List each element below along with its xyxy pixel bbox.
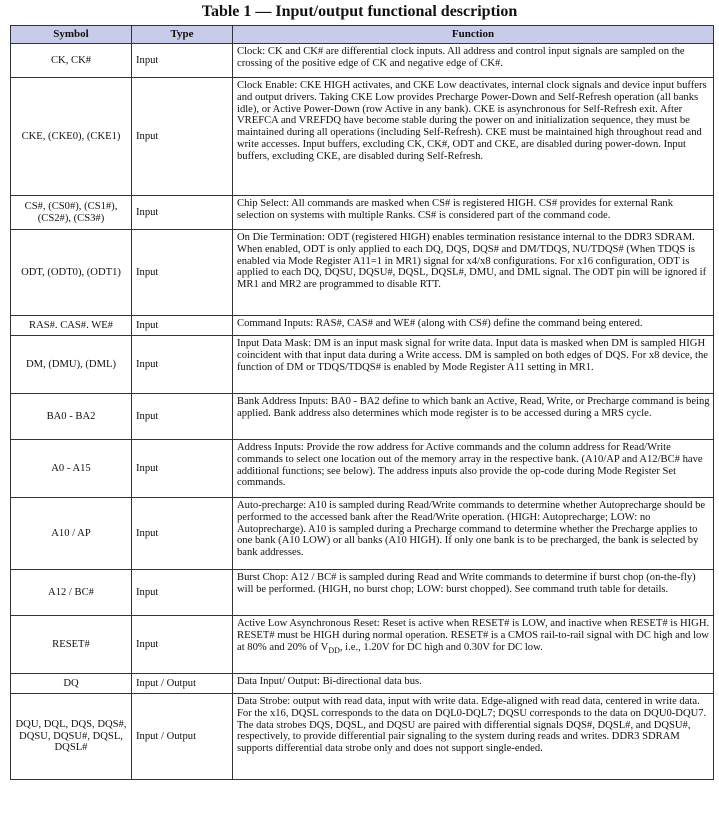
type-cell: Input [132, 440, 233, 498]
function-cell: Clock: CK and CK# are differential clock inputs. All address and control input signals are sampled on the crossing of the positive edge of CK and negative edge of CK#. [233, 44, 714, 78]
function-cell: Clock Enable: CKE HIGH activates, and CKE Low deactivates, internal clock signals and device input buffers and output drivers. Taking CKE Low provides Precharge Power-Down and Self-Refresh operation (all banks idle), or Active Power-Down (row Active in any bank). CKE is asynchronous for Self-Refresh exit. After VREFCA and VREFDQ have become stable during the power on and initialization sequence, they must be maintained during all operations (including Self-Refresh). CKE must be maintained high throughout read and write accesses. Input buffers, excluding CK, CK#, ODT and CKE, are disabled during power-down. Input buffers, excluding CKE, are disabled during Self-Refresh. [233, 78, 714, 196]
table-row [11, 78, 714, 196]
symbol-cell: BA0 - BA2 [11, 394, 132, 440]
type-cell: Input / Output [132, 674, 233, 694]
table-row [11, 694, 714, 780]
type-cell: Input [132, 78, 233, 196]
table-row [11, 394, 714, 440]
symbol-header: Symbol [11, 26, 132, 44]
table-row [11, 440, 714, 498]
symbol-cell: CKE, (CKE0), (CKE1) [11, 78, 132, 196]
function-header: Function [233, 26, 714, 44]
symbol-cell: A0 - A15 [11, 440, 132, 498]
type-cell: Input [132, 616, 233, 674]
symbol-cell: CK, CK# [11, 44, 132, 78]
function-cell: Chip Select: All commands are masked when CS# is registered HIGH. CS# provides for external Rank selection on systems with multiple Ranks. CS# is considered part of the command code. [233, 196, 714, 230]
header-row [11, 26, 714, 44]
io-function-table [10, 25, 714, 780]
type-header: Type [132, 26, 233, 44]
table-title: Table 1 — Input/output functional description [201, 3, 518, 20]
type-cell: Input [132, 394, 233, 440]
table-row [11, 196, 714, 230]
function-cell: On Die Termination: ODT (registered HIGH) enables termination resistance internal to the DDR3 SDRAM. When enabled, ODT is only applied to each DQ, DQS, DQS# and DM/TDQS, NU/TDQS# (When TDQS is enabled via Mode Register A11=1 in MR1) signal for x4/x8 configurations. For x16 configuration, ODT is applied to each DQ, DQSU, DQSU#, DQSL, DQSL#, DMU, and DML signal. The ODT pin will be ignored if MR1 and MR2 are programmed to disable RTT. [233, 230, 714, 316]
symbol-cell: DM, (DMU), (DML) [11, 336, 132, 394]
function-cell: Auto-precharge: A10 is sampled during Read/Write commands to determine whether Autoprecharge should be performed to the accessed bank after the Read/Write operation. (HIGH: Autoprecharge; LOW: no Autoprecharge). A10 is sampled during a Precharge command to determine whether the Precharge applies to one bank (A10 LOW) or all banks (A10 HIGH). If only one bank is to be precharged, the bank is selected by bank addresses. [233, 498, 714, 570]
type-cell: Input [132, 570, 233, 616]
type-cell: Input [132, 498, 233, 570]
function-cell: Data Input/ Output: Bi-directional data bus. [233, 674, 714, 694]
symbol-cell: ODT, (ODT0), (ODT1) [11, 230, 132, 316]
vdd-subscript: DD [328, 645, 340, 655]
function-cell: Command Inputs: RAS#, CAS# and WE# (along with CS#) define the command being entered. [233, 316, 714, 336]
function-cell: Address Inputs: Provide the row address for Active commands and the column address for Read/Write commands to select one location out of the memory array in the respective bank. (A10/AP and A12/BC# have additional functions; see below). The address inputs also provide the op-code during Mode Register Set commands. [233, 440, 714, 498]
type-cell: Input [132, 196, 233, 230]
reset-function-text-end: , i.e., 1.20V for DC high and 0.30V for DC low. [339, 641, 543, 653]
symbol-cell: RAS#. CAS#. WE# [11, 316, 132, 336]
symbol-cell: A12 / BC# [11, 570, 132, 616]
type-cell: Input [132, 336, 233, 394]
function-cell: Input Data Mask: DM is an input mask signal for write data. Input data is masked when DM is sampled HIGH coincident with that input data during a Write access. DM is sampled on both edges of DQS. For x8 device, the function of DM or TDQS/TDQS# is enabled by Mode Register A11 setting in MR1. [233, 336, 714, 394]
table-row [11, 230, 714, 316]
table-row [11, 498, 714, 570]
function-cell: Bank Address Inputs: BA0 - BA2 define to which bank an Active, Read, Write, or Precharge command is being applied. Bank address also determines which mode register is to be accessed during a MRS cycle. [233, 394, 714, 440]
table-row [11, 336, 714, 394]
type-cell: Input / Output [132, 694, 233, 780]
table-row [11, 674, 714, 694]
table-row [11, 44, 714, 78]
symbol-cell: CS#, (CS0#), (CS1#), (CS2#), (CS3#) [11, 196, 132, 230]
symbol-cell: DQU, DQL, DQS, DQS#, DQSU, DQSU#, DQSL, DQSL# [11, 694, 132, 780]
table-row [11, 616, 714, 674]
type-cell: Input [132, 44, 233, 78]
table-row [11, 570, 714, 616]
reset-function-text: Active Low Asynchronous Reset: Reset is active when RESET# is LOW, and inactive when RESET# is HIGH. RESET# must be HIGH during normal operation. RESET# is a CMOS rail-to-rail signal with DC high and low at 80% and 20% of V [237, 618, 710, 653]
type-cell: Input [132, 230, 233, 316]
table-row [11, 316, 714, 336]
function-cell: Burst Chop: A12 / BC# is sampled during Read and Write commands to determine if burst chop (on-the-fly) will be performed. (HIGH, no burst chop; LOW: burst chopped). See command truth table for details. [233, 570, 714, 616]
function-cell: Data Strobe: output with read data, input with write data. Edge-aligned with read data, centered in write data. For the x16, DQSL corresponds to the data on DQL0-DQL7; DQSU corresponds to the data on DQU0-DQU7. The data strobes DQS, DQSL, and DQSU are paired with differential signals DQS#, DQSL#, and DQSU#, respectively, to provide differential pair signaling to the system during reads and writes. DDR3 SDRAM supports differential data strobe only and does not support single-ended. [233, 694, 714, 780]
symbol-cell: DQ [11, 674, 132, 694]
symbol-cell: A10 / AP [11, 498, 132, 570]
symbol-cell: RESET# [11, 616, 132, 674]
function-cell [233, 616, 714, 674]
type-cell: Input [132, 316, 233, 336]
